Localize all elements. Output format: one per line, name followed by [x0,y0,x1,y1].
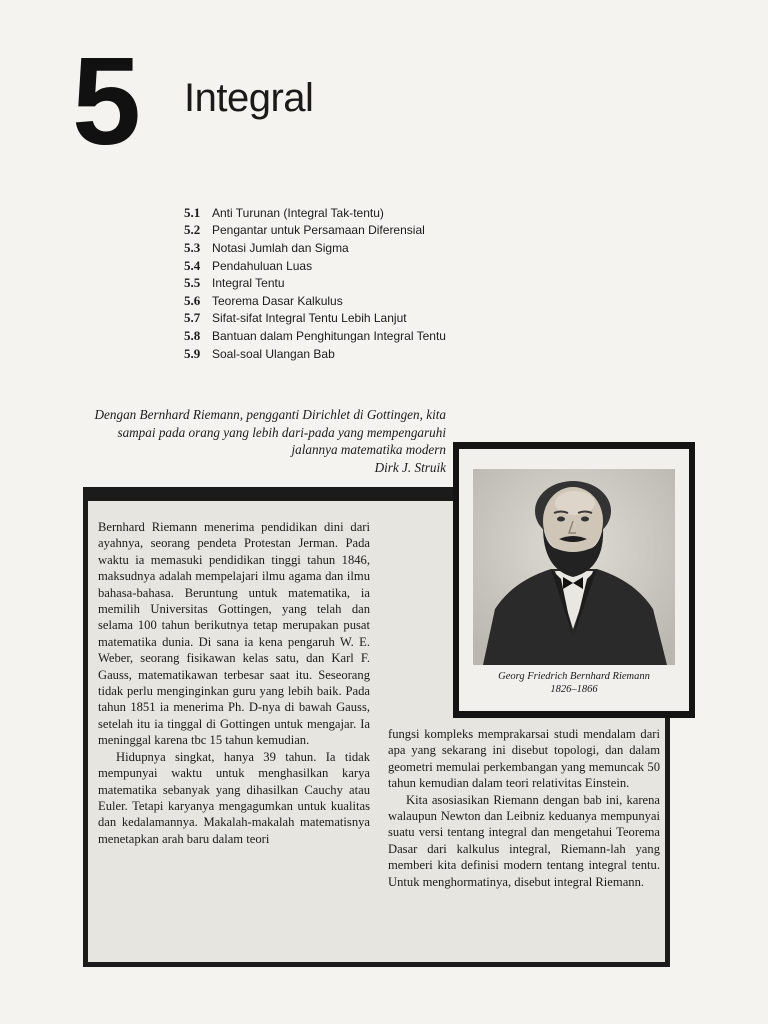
toc-item-number: 5.9 [184,345,201,361]
toc-item-label: Teorema Dasar Kalkulus [212,293,343,308]
toc-item-label: Integral Tentu [212,276,285,291]
epigraph-author: Dirk J. Struik [374,459,446,475]
riemann-portrait-image [473,469,675,665]
toc-item-number: 5.3 [184,239,201,255]
epigraph [82,406,446,476]
toc-item [184,239,514,257]
portrait-years: 1826–1866 [550,683,598,695]
portrait-illustration [473,469,675,665]
toc-item-number: 5.8 [184,327,201,343]
epigraph-text: Dengan Bernhard Riemann, pengganti Dirichlet di Gottingen, kita sampai pada orang yang lebih dari-pada yang mempengaruhi jalannya matematika modern [94,407,446,457]
biography-paragraph: fungsi kompleks memprakarsai studi mendalam dari apa yang sekarang ini disebut topologi, dan dalam geometri memulai perkembangan yang memuncak 50 tahun kemudian dalam teori relativitas Einstein. [388,727,660,791]
toc-item-number: 5.5 [184,275,201,291]
biography-paragraph: Hidupnya singkat, hanya 39 tahun. Ia tidak mempunyai waktu untuk menghasilkan karya matematika sebanyak yang dihasilkan Cauchy atau Euler. Tetapi karyanya mengagumkan untuk kualitas dan kedalamannya. Makalah-makalah matematisnya menetapkan arah baru dalam teori [98,749,370,846]
toc-item [184,222,514,240]
toc-item [184,274,514,292]
portrait-caption [463,671,685,696]
toc-item-label: Pengantar untuk Persamaan Diferensial [212,223,425,238]
toc-item [184,345,514,363]
biography-left-column [98,519,370,847]
toc-item-label: Bantuan dalam Penghitungan Integral Tentu [212,328,446,343]
toc-item-number: 5.7 [184,310,201,326]
chapter-title: Integral [184,76,314,120]
toc-item [184,204,514,222]
toc-item-number: 5.4 [184,257,201,273]
toc-item-label: Notasi Jumlah dan Sigma [212,240,349,255]
biography-right-column [388,726,660,890]
toc-item-label: Pendahuluan Luas [212,258,313,273]
table-of-contents [184,204,514,362]
toc-item-number: 5.2 [184,222,201,238]
toc-item [184,292,514,310]
chapter-number: 5 [72,33,141,171]
portrait-frame [453,442,695,718]
portrait-card [459,449,689,711]
toc-item-number: 5.6 [184,292,201,308]
portrait-name: Georg Friedrich Bernhard Riemann [498,671,650,682]
toc-item-label: Soal-soal Ulangan Bab [212,346,335,361]
toc-item-label: Anti Turunan (Integral Tak-tentu) [212,205,384,220]
biography-paragraph: Kita asosiasikan Riemann dengan bab ini, karena walaupun Newton dan Leibniz keduanya mempunyai suatu versi tentang integral dan mengetahui Teorema Dasar dari kalkulus integral, Riemann-lah yang memberi kita definisi modern tentang integral tentu. Untuk menghormatinya, disebut integral Riemann. [388,792,660,889]
toc-item [184,327,514,345]
biography-paragraph: Bernhard Riemann menerima pendidikan dini dari ayahnya, seorang pendeta Protestan Jerman. Pada waktu ia memasuki pendidikan tinggi tahun 1846, maksudnya adalah mempelajari ilmu agama dan ilmu bahasa-bahasa. Beruntung untuk matematika, ia memilih Universitas Gottingen, yang telah dan selama 100 tahun berikutnya tetap merupakan pusat matematika dunia. Di sana ia kena pengaruh W. E. Weber, seorang fisikawan kelas satu, dan Karl F. Gauss, matematikawan terbesar saat itu. Seseorang tidak perlu menginginkan guru yang lebih baik. Pada tahun 1851 ia menerima Ph. D-nya di bawah Gauss, setelah itu ia tinggal di Gottingen untuk mengajar. Ia meninggal karena tbc 15 tahun kemudian. [98,520,370,748]
toc-item-label: Sifat-sifat Integral Tentu Lebih Lanjut [212,311,407,326]
toc-item [184,310,514,328]
toc-item-number: 5.1 [184,204,201,220]
toc-item [184,257,514,275]
